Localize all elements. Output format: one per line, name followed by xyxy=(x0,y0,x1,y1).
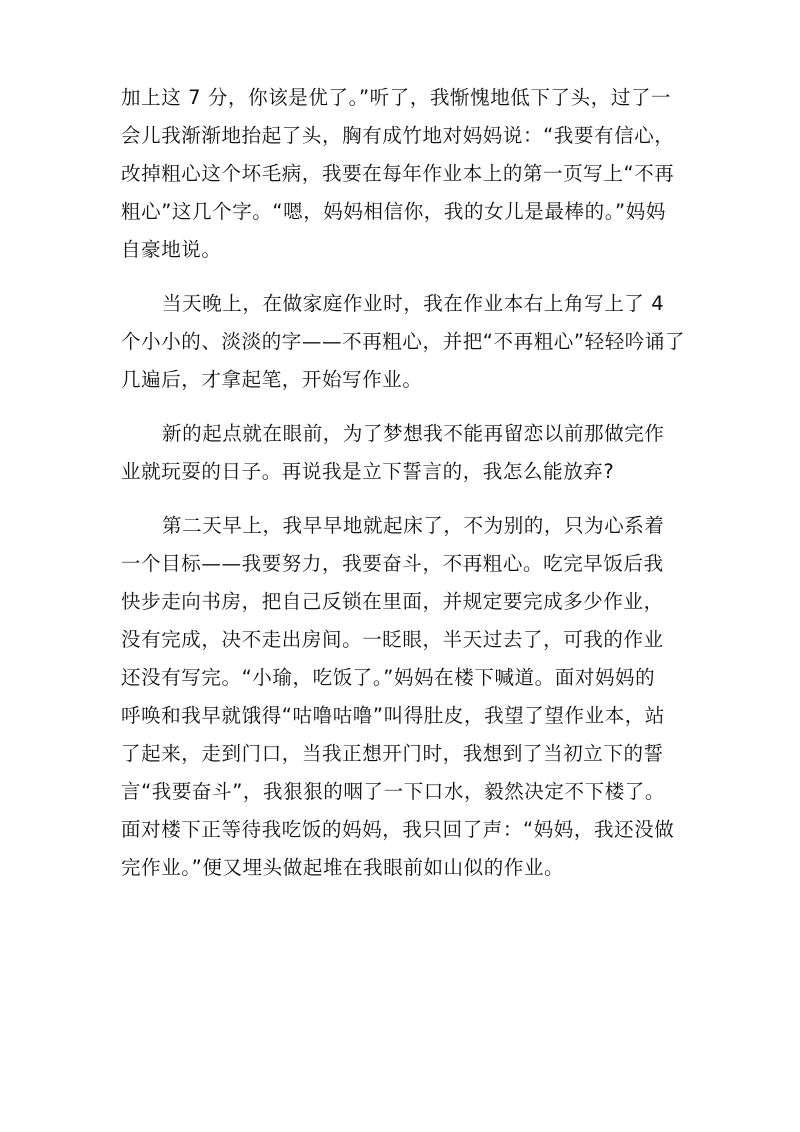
text-line: 没有完成，决不走出房间。一眨眼，半天过去了，可我的作业 xyxy=(121,628,664,651)
document-page xyxy=(121,84,686,908)
text-line: 新的起点就在眼前，为了梦想我不能再留恋以前那做完作 xyxy=(162,422,665,445)
text-line: 言“我要奋斗”，我狠狠的咽了一下口水，毅然决定不下楼了。 xyxy=(121,780,666,803)
text-line: 快步走向书房，把自己反锁在里面，并规定要完成多少作业， xyxy=(121,590,664,613)
text-line: 当天晚上，在做家庭作业时，我在作业本右上角写上了 4 xyxy=(162,292,665,315)
paragraph-1 xyxy=(121,84,681,274)
paragraph-3 xyxy=(121,420,681,496)
text-line: 呼唤和我早就饿得“咕噜咕噜”叫得肚皮，我望了望作业本，站 xyxy=(121,704,666,727)
text-line: 会儿我渐渐地抬起了头，胸有成竹地对妈妈说：“我要有信心， xyxy=(121,124,675,147)
text-line: 业就玩耍的日子。再说我是立下誓言的，我怎么能放弃? xyxy=(121,460,615,483)
text-line: 自豪地说。 xyxy=(121,238,222,261)
text-line: 面对楼下正等待我吃饭的妈妈，我只回了声：“妈妈，我还没做 xyxy=(121,818,675,841)
text-line: 加上这 7 分，你该是优了。”听了，我惭愧地低下了头，过了一 xyxy=(121,86,672,109)
text-line: 第二天早上，我早早地就起床了，不为别的，只为心系着 xyxy=(162,514,665,537)
text-line: 了起来，走到门口，当我正想开门时，我想到了当初立下的誓 xyxy=(121,742,664,765)
paragraph-4 xyxy=(121,512,681,892)
text-line: 还没有写完。“小瑜，吃饭了。”妈妈在楼下喊道。面对妈妈的 xyxy=(121,666,656,689)
text-line: 一个目标——我要努力，我要奋斗，不再粗心。吃完早饭后我 xyxy=(121,552,664,575)
text-line: 改掉粗心这个坏毛病，我要在每年作业本上的第一页写上“不再 xyxy=(121,162,675,185)
paragraph-2 xyxy=(121,290,686,404)
text-line: 粗心”这几个字。“嗯，妈妈相信你，我的女儿是最棒的。”妈妈 xyxy=(121,200,666,223)
text-line: 个小小的、淡淡的字——不再粗心，并把“不再粗心”轻轻吟诵了 xyxy=(121,330,686,353)
text-line: 完作业。”便又埋头做起堆在我眼前如山似的作业。 xyxy=(121,856,565,879)
text-line: 几遍后，才拿起笔，开始写作业。 xyxy=(121,368,423,391)
